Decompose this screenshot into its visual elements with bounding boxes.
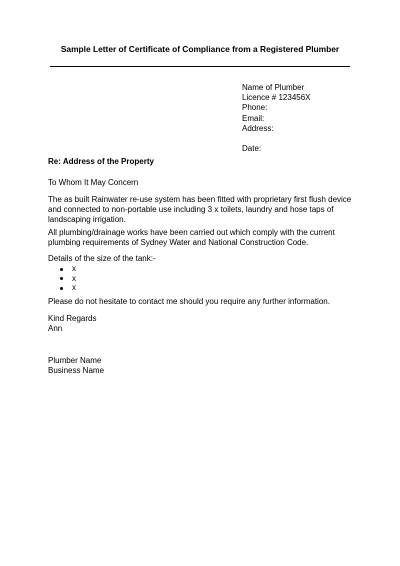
sender-email: Email:: [242, 113, 265, 123]
sender-name: Name of Plumber: [242, 83, 305, 92]
paragraph-compliance: All plumbing/drainage works have been carried out which comply with the current plumbing requirements of Sydney Water and National Construction Code.: [48, 228, 335, 248]
business-name: Business Name: [48, 366, 105, 376]
sender-licence: Licence # 123456X: [242, 93, 311, 103]
sender-phone: Phone:: [242, 103, 268, 113]
list-item: x: [60, 283, 76, 293]
paragraph-system-description: The as built Rainwater re-use system has been fitted with proprietary first flush device and connected to non-portable use including 3 x toilets, laundry and hose taps of landscaping irrigation.: [48, 195, 352, 225]
sender-address: Address:: [242, 123, 274, 133]
regards-name: Ann: [48, 324, 63, 334]
bullet-icon: [60, 268, 63, 271]
list-item: x: [60, 264, 76, 274]
letter-title: Sample Letter of Certificate of Compliance from a Registered Plumber: [60, 44, 340, 54]
bullet-icon: [60, 277, 63, 280]
salutation: To Whom It May Concern: [48, 178, 139, 187]
tank-details-intro: Details of the size of the tank:-: [48, 254, 156, 263]
signoff-block: [48, 356, 358, 376]
title-divider: [50, 66, 350, 67]
list-item: x: [60, 274, 76, 284]
tank-details-list: [60, 264, 76, 293]
closing-paragraph: Please do not hesitate to contact me should you require any further information.: [48, 297, 330, 306]
sender-details: [242, 83, 311, 154]
bullet-icon: [60, 287, 63, 290]
subject-line: Re: Address of the Property: [48, 157, 154, 166]
regards-line: Kind Regards: [48, 314, 97, 323]
plumber-name: Plumber Name: [48, 356, 102, 365]
regards-block: [48, 314, 358, 334]
letter-date: Date:: [242, 144, 262, 154]
